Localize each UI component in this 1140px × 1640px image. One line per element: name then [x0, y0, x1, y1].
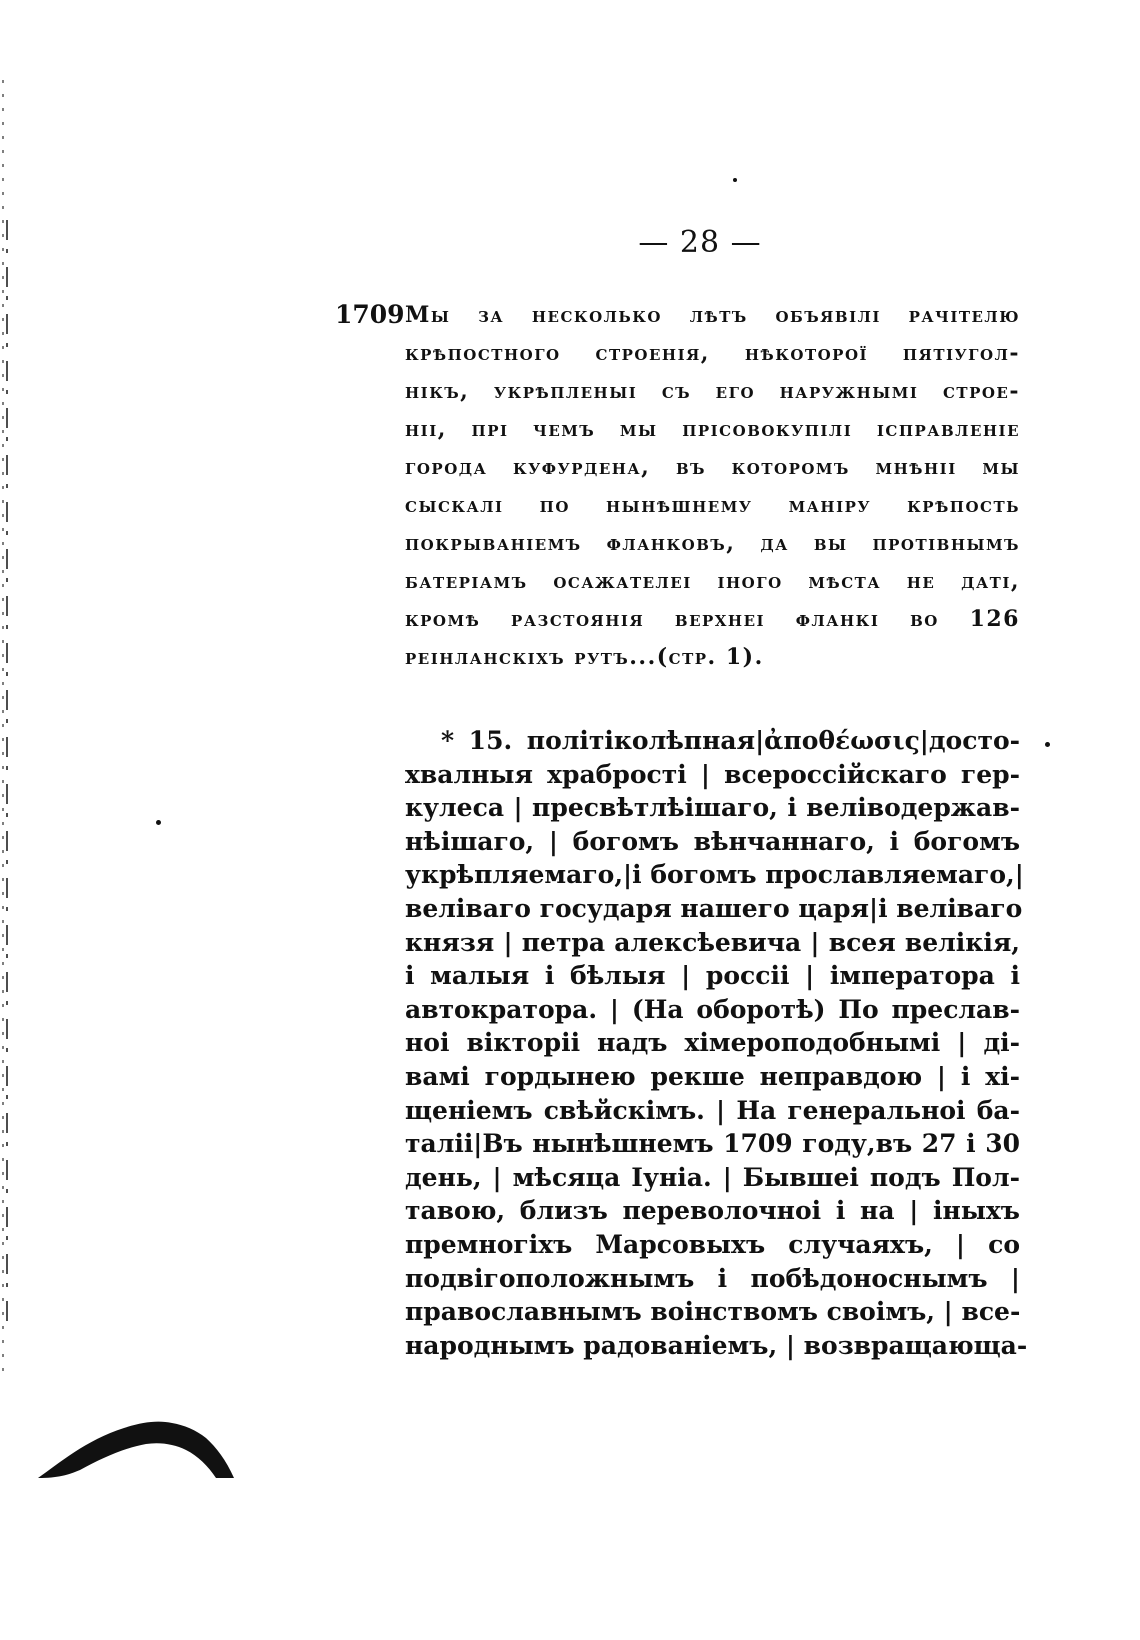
text-line: князя | петра алексѣевича | всея велікія,	[405, 927, 1020, 957]
scan-speck	[156, 820, 161, 825]
text-line: подвігоположнымъ і побѣдоноснымъ |	[405, 1263, 1020, 1293]
text-line: батеріамъ осажателеі іного мѣста не даті,	[405, 568, 1020, 594]
text-line: вамі гордынею рекше неправдою | і хі-	[405, 1061, 1020, 1091]
text-line: таліі|Въ нынѣшнемъ 1709 году,въ 27 і 30	[405, 1129, 1020, 1159]
text-line: сыскалі по нынѣшнему маніру крѣпость	[405, 492, 1020, 518]
text-line: города куфурдена, въ которомъ мнѣніі мы	[405, 454, 1020, 480]
text-line: реінланскіхъ рутъ...(стр. 1).	[405, 644, 764, 670]
text-line: * 15. політіколѣпная|ἀποθέωσις|досто-	[441, 726, 1020, 755]
text-line: Мы за несколько лѣтъ объявілі рачітелю	[405, 302, 1020, 328]
text-line: тавою, близъ переволочноі і на | іныхъ	[405, 1196, 1020, 1226]
scan-speck	[1045, 742, 1050, 747]
entry-1-paragraph	[405, 296, 1020, 676]
text-line: нікъ, укрѣпленыі съ его наружнымі строе-	[405, 378, 1020, 404]
text-line: крѣпостного строенія, нѣкоторої пятіугол-	[405, 340, 1020, 366]
text-line: автократора. | (На оборотѣ) По преслав-	[405, 994, 1020, 1024]
text-line: веліваго государя нашего царя|і веліваго	[405, 893, 1023, 923]
text-line: премногіхъ Марсовыхъ случаяхъ, | со	[405, 1229, 1020, 1259]
scan-edge-marks	[0, 80, 14, 1380]
text-line: ніі, прі чемъ мы прісовокупілі ісправленіе	[405, 416, 1020, 442]
text-line: народнымъ радованіемъ, | возвращающа-	[405, 1330, 1028, 1360]
text-line: день, | мѣсяца Іуніа. | Бывшеі подъ Пол-	[405, 1162, 1020, 1192]
text-line: покрываніемъ фланковъ, да вы протівнымъ	[405, 530, 1020, 556]
entry-2-paragraph	[405, 724, 1028, 1362]
text-line: ноі вікторіі надъ хімероподобнымі | ді-	[405, 1028, 1020, 1058]
text-line: щеніемъ свѣйскімъ. | На генеральноі ба-	[405, 1095, 1020, 1125]
text-line: кромѣ разстоянія верхнеі фланкі во 126	[405, 606, 1020, 632]
ink-blot-icon	[38, 1420, 238, 1484]
text-line: і малыя і бѣлыя | россіі | імператора і	[405, 961, 1020, 991]
page-number: — 28 —	[638, 225, 762, 260]
text-line: нѣішаго, | богомъ вѣнчаннаго, і богомъ	[405, 826, 1020, 856]
scan-speck	[733, 178, 737, 182]
text-line: хвалныя храбрості | всероссійскаго гер-	[405, 759, 1020, 789]
text-line: кулеса | пресвѣтлѣішаго, і веліводержав-	[405, 793, 1020, 823]
text-line: укрѣпляемаго,|і богомъ прославляемаго,|	[405, 860, 1024, 890]
margin-year: 1709	[335, 300, 405, 329]
text-line: православнымъ воінствомъ своімъ, | все-	[405, 1297, 1021, 1327]
